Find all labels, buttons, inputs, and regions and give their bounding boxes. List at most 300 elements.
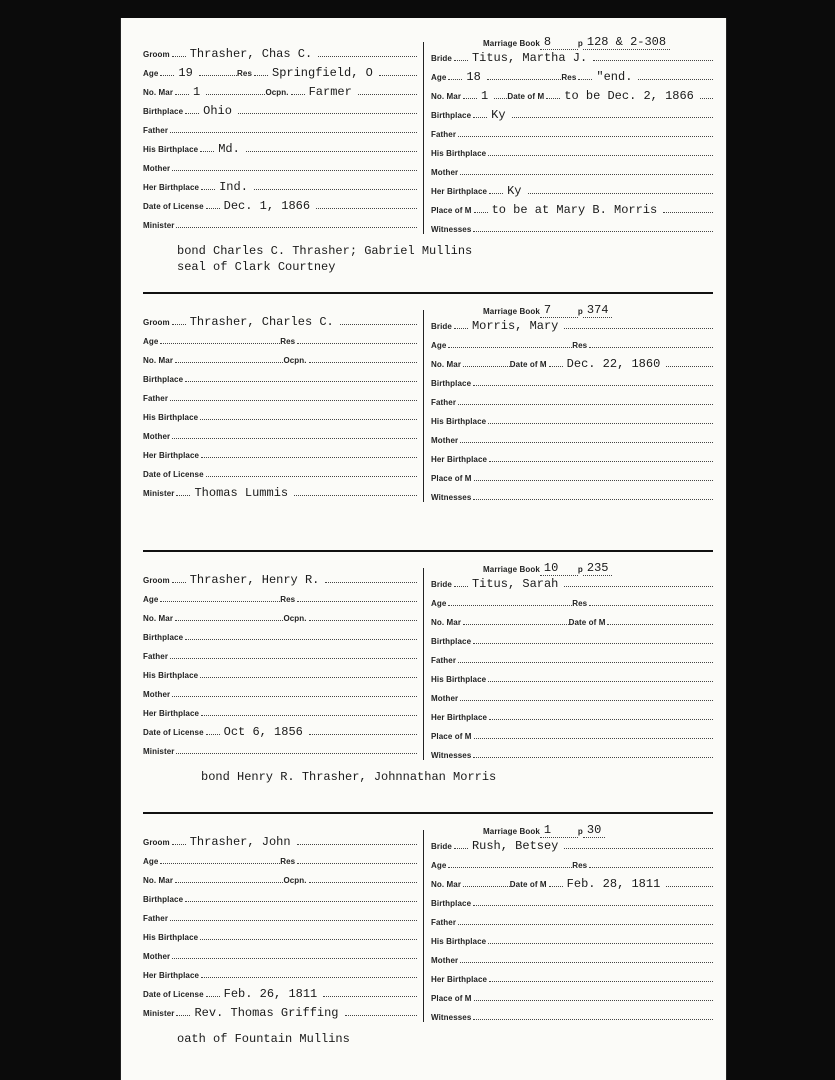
dotted-line: [309, 734, 417, 735]
bride-field-row: [431, 633, 713, 647]
dotted-line: [460, 442, 713, 443]
bride-field-row: [431, 838, 713, 852]
dotted-line: [460, 700, 713, 701]
record-note: seal of Clark Courtney: [177, 260, 336, 274]
marriage-book-number: 1: [540, 823, 578, 838]
field-label: Groom: [143, 838, 170, 847]
dotted-line: [254, 75, 268, 76]
minister-name: Rev. Thomas Griffing: [194, 1006, 339, 1020]
groom-field-row: [143, 648, 417, 662]
field-label: Res: [572, 599, 588, 608]
field-label: Father: [431, 656, 457, 665]
dotted-line: [175, 620, 283, 621]
field-label: No. Mar: [143, 614, 174, 623]
field-label: Birthplace: [431, 379, 472, 388]
field-label: No. Mar: [143, 876, 174, 885]
field-label: Minister: [143, 221, 175, 230]
dotted-line: [460, 174, 713, 175]
groom-field-row: [143, 986, 417, 1000]
groom-field-row: [143, 122, 417, 136]
bride-field-row: [431, 709, 713, 723]
field-label: Marriage Book: [483, 39, 540, 48]
field-label: Birthplace: [431, 111, 472, 120]
dotted-line: [448, 79, 462, 80]
field-label: Father: [431, 398, 457, 407]
groom-field-row: [143, 333, 417, 347]
bride-field-row: [431, 221, 713, 235]
dotted-line: [170, 400, 417, 401]
groom-field-row: [143, 724, 417, 738]
dotted-line: [564, 848, 713, 849]
dotted-line: [246, 151, 417, 152]
groom-field-row: [143, 46, 417, 60]
field-label: Date of M: [568, 618, 606, 627]
groom-field-row: [143, 179, 417, 193]
field-label: Minister: [143, 1009, 175, 1018]
dotted-line: [564, 586, 713, 587]
dotted-line: [185, 113, 199, 114]
dotted-line: [474, 212, 488, 213]
groom-field-row: [143, 390, 417, 404]
groom-birthplace: Ohio: [203, 104, 232, 118]
dotted-line: [340, 324, 417, 325]
field-label: Mother: [431, 436, 459, 445]
bride-birthplace: Ky: [491, 108, 506, 122]
field-label: Bride: [431, 322, 452, 331]
column-divider: [423, 568, 424, 760]
dotted-line: [172, 582, 186, 583]
dotted-line: [206, 996, 220, 997]
field-label: Mother: [431, 956, 459, 965]
field-label: Res: [280, 595, 296, 604]
column-divider: [423, 310, 424, 502]
dotted-line: [172, 324, 186, 325]
groom-field-row: [143, 1005, 417, 1019]
groom-field-row: [143, 591, 417, 605]
field-label: Age: [431, 73, 447, 82]
field-label: Her Birthplace: [143, 183, 200, 192]
groom-field-row: [143, 910, 417, 924]
dotted-line: [297, 601, 417, 602]
dotted-line: [473, 231, 713, 232]
groom-field-row: [143, 84, 417, 98]
groom-name: Thrasher, Henry R.: [189, 573, 320, 587]
dotted-line: [309, 882, 417, 883]
dotted-line: [528, 193, 714, 194]
date-of-license: Dec. 1, 1866: [223, 199, 311, 213]
groom-field-row: [143, 834, 417, 848]
dotted-line: [454, 60, 468, 61]
field-label: Ocpn.: [283, 876, 307, 885]
dotted-line: [345, 1015, 417, 1016]
dotted-line: [200, 677, 417, 678]
dotted-line: [176, 753, 417, 754]
date-of-marriage: Feb. 28, 1811: [566, 877, 661, 891]
field-label: Date of License: [143, 990, 204, 999]
groom-field-row: [143, 872, 417, 886]
field-label: His Birthplace: [143, 671, 199, 680]
dotted-line: [454, 848, 468, 849]
groom-field-row: [143, 466, 417, 480]
field-label: Mother: [431, 168, 459, 177]
field-label: Her Birthplace: [431, 713, 488, 722]
dotted-line: [663, 212, 713, 213]
groom-name: Thrasher, John: [189, 835, 291, 849]
dotted-line: [379, 75, 417, 76]
dotted-line: [176, 227, 417, 228]
field-label: Groom: [143, 50, 170, 59]
bride-field-row: [431, 337, 713, 351]
bride-field-row: [431, 451, 713, 465]
field-label: Birthplace: [143, 895, 184, 904]
groom-field-row: [143, 160, 417, 174]
card-divider: [143, 812, 713, 814]
dotted-line: [549, 886, 563, 887]
field-label: Ocpn.: [283, 356, 307, 365]
bride-field-row: [431, 857, 713, 871]
marriage-book-ref: [483, 302, 612, 317]
dotted-line: [638, 79, 713, 80]
field-label: Place of M: [431, 732, 472, 741]
dotted-line: [458, 136, 713, 137]
groom-field-row: [143, 314, 417, 328]
field-label: Mother: [143, 952, 171, 961]
dotted-line: [309, 620, 417, 621]
dotted-line: [238, 113, 417, 114]
bride-field-row: [431, 690, 713, 704]
field-label: Her Birthplace: [431, 187, 488, 196]
dotted-line: [170, 658, 417, 659]
dotted-line: [448, 867, 572, 868]
groom-field-row: [143, 948, 417, 962]
dotted-line: [172, 958, 417, 959]
groom-field-row: [143, 352, 417, 366]
bride-field-row: [431, 432, 713, 446]
dotted-line: [316, 208, 417, 209]
minister-name: Thomas Lummis: [194, 486, 289, 500]
bride-field-row: [431, 375, 713, 389]
dotted-line: [172, 56, 186, 57]
marriage-record-card: [121, 561, 726, 816]
dotted-line: [593, 60, 713, 61]
groom-field-row: [143, 198, 417, 212]
field-label: Her Birthplace: [143, 971, 200, 980]
dotted-line: [549, 366, 563, 367]
bride-name: Titus, Martha J.: [471, 51, 588, 65]
dotted-line: [172, 438, 417, 439]
field-label: His Birthplace: [431, 937, 487, 946]
dotted-line: [474, 1000, 713, 1001]
groom-field-row: [143, 891, 417, 905]
dotted-line: [589, 867, 713, 868]
field-label: Age: [143, 69, 159, 78]
field-label: Marriage Book: [483, 307, 540, 316]
dotted-line: [170, 920, 417, 921]
bride-field-row: [431, 895, 713, 909]
bride-mother-birthplace: Ky: [507, 184, 522, 198]
field-label: Ocpn.: [265, 88, 289, 97]
field-label: Age: [431, 861, 447, 870]
bride-field-row: [431, 183, 713, 197]
dotted-line: [473, 757, 713, 758]
marriage-book-ref: [483, 560, 612, 575]
dotted-line: [487, 79, 562, 80]
dotted-line: [176, 495, 190, 496]
dotted-line: [172, 170, 417, 171]
dotted-line: [473, 499, 713, 500]
dotted-line: [589, 605, 713, 606]
field-label: Mother: [143, 164, 171, 173]
record-note: bond Henry R. Thrasher, Johnnathan Morris: [201, 770, 497, 784]
field-label: Her Birthplace: [431, 455, 488, 464]
dotted-line: [291, 94, 305, 95]
dotted-line: [473, 905, 713, 906]
dotted-line: [463, 886, 510, 887]
dotted-line: [170, 132, 417, 133]
bride-field-row: [431, 728, 713, 742]
field-label: Witnesses: [431, 1013, 472, 1022]
column-divider: [423, 830, 424, 1022]
groom-field-row: [143, 686, 417, 700]
field-label: Minister: [143, 747, 175, 756]
dotted-line: [488, 155, 713, 156]
bride-field-row: [431, 394, 713, 408]
field-label: Witnesses: [431, 751, 472, 760]
groom-field-row: [143, 667, 417, 681]
bride-field-row: [431, 470, 713, 484]
dotted-line: [488, 423, 713, 424]
dotted-line: [206, 94, 265, 95]
field-label: Mother: [143, 690, 171, 699]
dotted-line: [206, 208, 220, 209]
field-label: p: [577, 39, 583, 48]
dotted-line: [358, 94, 417, 95]
dotted-line: [488, 943, 713, 944]
field-label: No. Mar: [143, 356, 174, 365]
bride-field-row: [431, 952, 713, 966]
dotted-line: [473, 1019, 713, 1020]
dotted-line: [463, 98, 477, 99]
groom-field-row: [143, 485, 417, 499]
dotted-line: [700, 98, 713, 99]
dotted-line: [175, 362, 283, 363]
dotted-line: [160, 343, 280, 344]
groom-field-row: [143, 629, 417, 643]
bride-field-row: [431, 595, 713, 609]
field-label: His Birthplace: [143, 413, 199, 422]
dotted-line: [175, 94, 189, 95]
dotted-line: [454, 586, 468, 587]
field-label: Father: [143, 914, 169, 923]
field-label: His Birthplace: [431, 149, 487, 158]
groom-name: Thrasher, Charles C.: [189, 315, 334, 329]
record-note: oath of Fountain Mullins: [177, 1032, 350, 1046]
bride-name: Titus, Sarah: [471, 577, 559, 591]
dotted-line: [448, 605, 572, 606]
dotted-line: [474, 480, 713, 481]
dotted-line: [254, 189, 417, 190]
groom-field-row: [143, 65, 417, 79]
dotted-line: [489, 719, 713, 720]
marriage-book-page: 235: [583, 561, 613, 576]
dotted-line: [666, 886, 713, 887]
field-label: Minister: [143, 489, 175, 498]
field-label: His Birthplace: [431, 417, 487, 426]
dotted-line: [546, 98, 560, 99]
field-label: Date of M: [507, 92, 545, 101]
card-divider: [143, 550, 713, 552]
field-label: His Birthplace: [431, 675, 487, 684]
field-label: Groom: [143, 576, 170, 585]
field-label: Bride: [431, 842, 452, 851]
bride-field-row: [431, 107, 713, 121]
field-label: Marriage Book: [483, 827, 540, 836]
marriage-book-number: 8: [540, 35, 578, 50]
field-label: Witnesses: [431, 493, 472, 502]
bride-field-row: [431, 50, 713, 64]
dotted-line: [323, 996, 417, 997]
field-label: Age: [431, 599, 447, 608]
field-label: No. Mar: [431, 92, 462, 101]
dotted-line: [473, 385, 713, 386]
dotted-line: [325, 582, 417, 583]
field-label: Birthplace: [143, 107, 184, 116]
groom-field-row: [143, 705, 417, 719]
father-birthplace: Md.: [218, 142, 240, 156]
dotted-line: [201, 977, 417, 978]
field-label: Res: [572, 861, 588, 870]
field-label: Ocpn.: [283, 614, 307, 623]
dotted-line: [454, 328, 468, 329]
field-label: Res: [561, 73, 577, 82]
bride-field-row: [431, 126, 713, 140]
dotted-line: [489, 461, 713, 462]
groom-field-row: [143, 929, 417, 943]
marriage-record-card: [121, 35, 726, 290]
marriage-book-page: 128 & 2-308: [583, 35, 670, 50]
dotted-line: [176, 1015, 190, 1016]
field-label: Mother: [143, 432, 171, 441]
marriage-book-page: 374: [583, 303, 613, 318]
field-label: Mother: [431, 694, 459, 703]
dotted-line: [185, 639, 417, 640]
dotted-line: [460, 962, 713, 963]
dotted-line: [160, 601, 280, 602]
dotted-line: [200, 151, 214, 152]
dotted-line: [206, 476, 417, 477]
groom-age: 19: [178, 66, 193, 80]
dotted-line: [297, 844, 417, 845]
bride-field-row: [431, 1009, 713, 1023]
bride-field-row: [431, 413, 713, 427]
bride-field-row: [431, 88, 713, 102]
dotted-line: [185, 381, 417, 382]
field-label: Res: [280, 337, 296, 346]
dotted-line: [206, 734, 220, 735]
dotted-line: [199, 75, 237, 76]
field-label: p: [577, 565, 583, 574]
bride-field-row: [431, 933, 713, 947]
field-label: Her Birthplace: [431, 975, 488, 984]
groom-field-row: [143, 141, 417, 155]
bride-field-row: [431, 69, 713, 83]
groom-field-row: [143, 447, 417, 461]
marriage-record-card: [121, 823, 726, 1078]
field-label: Date of License: [143, 470, 204, 479]
bride-field-row: [431, 614, 713, 628]
field-label: Res: [237, 69, 252, 78]
dotted-line: [175, 882, 283, 883]
field-label: Age: [431, 341, 447, 350]
bride-field-row: [431, 164, 713, 178]
field-label: Age: [143, 595, 159, 604]
dotted-line: [564, 328, 713, 329]
dotted-line: [666, 366, 713, 367]
bride-field-row: [431, 971, 713, 985]
dotted-line: [297, 343, 417, 344]
dotted-line: [463, 366, 510, 367]
dotted-line: [578, 79, 592, 80]
bride-field-row: [431, 747, 713, 761]
groom-field-row: [143, 409, 417, 423]
bride-number-married: 1: [481, 89, 489, 103]
dotted-line: [172, 696, 417, 697]
field-label: Date of License: [143, 202, 204, 211]
dotted-line: [473, 643, 713, 644]
dotted-line: [448, 347, 572, 348]
dotted-line: [172, 844, 186, 845]
groom-field-row: [143, 217, 417, 231]
dotted-line: [494, 98, 507, 99]
dotted-line: [473, 117, 487, 118]
place-of-marriage: to be at Mary B. Morris: [491, 203, 658, 217]
dotted-line: [200, 419, 417, 420]
dotted-line: [474, 738, 713, 739]
bride-field-row: [431, 489, 713, 503]
marriage-book-number: 7: [540, 303, 578, 318]
bride-field-row: [431, 914, 713, 928]
field-label: Groom: [143, 318, 170, 327]
field-label: Res: [572, 341, 588, 350]
bride-field-row: [431, 356, 713, 370]
dotted-line: [318, 56, 417, 57]
field-label: Witnesses: [431, 225, 472, 234]
groom-field-row: [143, 572, 417, 586]
record-note: bond Charles C. Thrasher; Gabriel Mullins: [177, 244, 473, 258]
field-label: Place of M: [431, 994, 472, 1003]
dotted-line: [458, 404, 713, 405]
dotted-line: [458, 924, 713, 925]
field-label: Place of M: [431, 206, 472, 215]
date-of-marriage: Dec. 22, 1860: [566, 357, 661, 371]
dotted-line: [489, 981, 713, 982]
field-label: Bride: [431, 580, 452, 589]
field-label: His Birthplace: [143, 145, 199, 154]
groom-field-row: [143, 103, 417, 117]
field-label: Birthplace: [143, 375, 184, 384]
dotted-line: [607, 624, 713, 625]
field-label: Date of M: [509, 880, 547, 889]
dotted-line: [185, 901, 417, 902]
marriage-record-card: [121, 303, 726, 558]
field-label: Res: [280, 857, 296, 866]
field-label: No. Mar: [143, 88, 174, 97]
date-of-license: Oct 6, 1856: [223, 725, 303, 739]
groom-residence: Springfield, O: [272, 66, 373, 80]
field-label: Date of M: [509, 360, 547, 369]
bride-field-row: [431, 318, 713, 332]
field-label: Father: [143, 394, 169, 403]
